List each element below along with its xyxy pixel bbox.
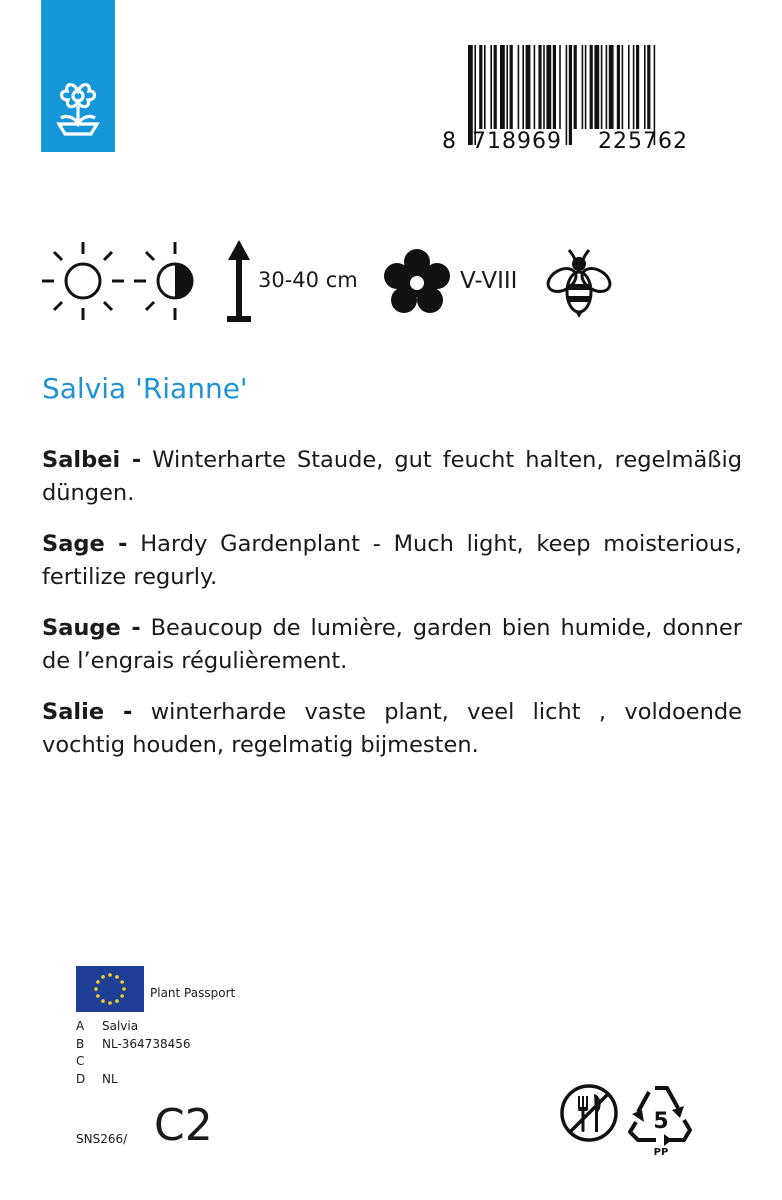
barcode-bar xyxy=(590,45,593,129)
flowering-months: V-VIII xyxy=(460,268,518,294)
passport-key: C xyxy=(76,1054,85,1068)
passport-key: D xyxy=(76,1071,86,1086)
eu-star xyxy=(108,1001,112,1005)
barcode-bar xyxy=(636,45,639,129)
description-name: Sage - xyxy=(42,531,128,557)
eu-star xyxy=(101,999,105,1003)
barcode-bar xyxy=(479,45,482,129)
barcode-bar xyxy=(553,45,556,129)
plant-passport-label: Plant Passport xyxy=(150,986,236,1000)
barcode-bar xyxy=(569,45,572,145)
barcode-digit-group: 718969 xyxy=(472,129,562,154)
product-title: Salvia 'Rianne' xyxy=(42,372,248,405)
barcode-bar xyxy=(585,45,587,129)
bee-icon xyxy=(544,244,614,320)
growing-info xyxy=(40,238,680,328)
barcode-bar xyxy=(574,45,577,129)
size-code: C2 xyxy=(154,1100,213,1151)
barcode xyxy=(432,45,724,155)
brand-tab xyxy=(41,0,115,152)
flower-in-hands-icon xyxy=(55,78,101,140)
height-arrow-icon xyxy=(224,238,254,324)
barcode-bar xyxy=(522,45,524,129)
eu-star xyxy=(122,987,126,991)
eu-star xyxy=(96,980,100,984)
barcode-bar xyxy=(594,45,599,129)
flower-icon xyxy=(382,248,452,318)
eu-star xyxy=(108,973,112,977)
eu-star xyxy=(120,994,124,998)
barcode-bar xyxy=(534,45,536,129)
eu-star xyxy=(94,987,98,991)
barcode-bar xyxy=(582,45,584,129)
passport-value: NL-364738456 xyxy=(102,1036,191,1051)
not-for-food-icon xyxy=(558,1082,620,1144)
eu-star xyxy=(115,999,119,1003)
article-code: SNS266/ xyxy=(76,1132,128,1146)
eu-flag-icon xyxy=(76,966,144,1012)
barcode-bar xyxy=(559,45,561,129)
barcode-bar xyxy=(644,45,646,129)
barcode-bar xyxy=(510,45,513,129)
full-sun-icon xyxy=(40,238,126,324)
description-text: Hardy Gardenplant - Much light, keep moisterious, fertilize regurly. xyxy=(42,531,743,590)
eu-star xyxy=(101,975,105,979)
description-text: Beaucoup de lumière, garden bien humide, donner de l’engrais régulièrement. xyxy=(42,615,742,674)
description-text: winterharde vaste plant, veel licht , voldoende vochtig houden, regelmatig bijmesten. xyxy=(42,699,742,758)
description-block xyxy=(42,444,742,780)
passport-key: A xyxy=(76,1019,85,1033)
passport-key: B xyxy=(76,1036,85,1051)
recycle-material: PP xyxy=(653,1147,669,1158)
barcode-bar xyxy=(506,45,508,129)
barcode-digit-group: 8 xyxy=(442,129,457,154)
recycle-pp-icon xyxy=(628,1082,694,1158)
barcode-digit-group: 225762 xyxy=(598,129,688,154)
passport-value: NL xyxy=(102,1071,118,1086)
product-code xyxy=(76,1100,276,1152)
barcode-bar xyxy=(543,45,545,129)
barcode-bar xyxy=(518,45,520,129)
barcode-bar xyxy=(566,45,568,145)
barcode-bar xyxy=(628,45,630,129)
barcode-bar xyxy=(647,45,650,129)
barcode-bar xyxy=(500,45,505,129)
barcode-bar xyxy=(617,45,620,129)
description-fr xyxy=(42,612,742,678)
barcode-bar xyxy=(494,45,497,129)
eu-star xyxy=(96,994,100,998)
barcode-bar xyxy=(484,45,486,129)
description-name: Salie - xyxy=(42,699,133,725)
barcode-bar xyxy=(546,45,551,129)
eu-star xyxy=(120,980,124,984)
barcode-bar xyxy=(601,45,603,129)
description-nl xyxy=(42,696,742,762)
barcode-bar xyxy=(633,45,635,129)
barcode-bar xyxy=(490,45,492,129)
description-text: Winterharte Staude, gut feucht halten, regelmäßig düngen. xyxy=(42,447,742,506)
description-name: Sauge - xyxy=(42,615,141,641)
barcode-bar xyxy=(538,45,541,129)
barcode-bar xyxy=(609,45,614,129)
recycle-number: 5 xyxy=(653,1109,669,1134)
description-en xyxy=(42,528,742,594)
description-name: Salbei - xyxy=(42,447,142,473)
partial-shade-icon xyxy=(132,238,218,324)
eu-star xyxy=(115,975,119,979)
barcode-bar xyxy=(526,45,531,129)
passport-value: Salvia xyxy=(102,1019,139,1033)
height-value: 30-40 cm xyxy=(258,268,358,292)
description-de xyxy=(42,444,742,510)
barcode-bar xyxy=(622,45,624,129)
barcode-bar xyxy=(606,45,608,129)
